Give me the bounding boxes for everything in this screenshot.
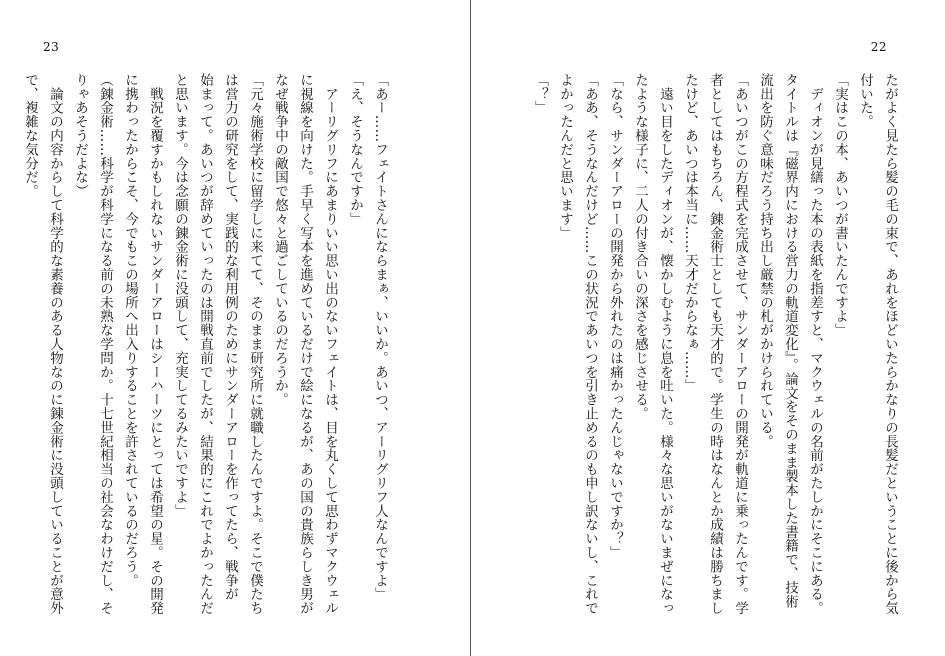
- text-line: 「元々施術学校に留学しに来てて、そのまま研究所に就職したんですよ。そこで僕たち: [247, 73, 263, 616]
- right-page-text: [532, 73, 902, 618]
- text-line: たけど、あいつは本当に……天才だからなぁ……」: [682, 73, 698, 393]
- text-line: 流出を防ぐ意味だろう持ち出し厳禁の札がかけられている。: [757, 73, 773, 449]
- text-line: アーリグリフにあまりいい思い出のないフェイトは、目を丸くして思わずマクウェル: [322, 73, 338, 616]
- text-line: なぜ戦争中の敵国で悠々と過ごしているのだろうか。: [272, 73, 288, 407]
- text-line: 「なら、サンダーアローの開発から外れたのは痛かったんじゃないですか？」: [607, 73, 623, 560]
- text-line: 遠い目をしたディオンが、懐かしむように息を吐いた。様々な思いがないまぜになっ: [657, 73, 673, 616]
- text-line: 者としてはもちろん、錬金術士としても天才的で。学生の時はなんとか成績は勝ちまし: [707, 73, 723, 616]
- text-line: 始まって。あいつが辞めていったのは開戦直前でしたが、結果的にこれでよかったんだ: [197, 73, 213, 616]
- right-page: [473, 0, 945, 656]
- text-line: に視線を向けた。手早く写本を進めているだけで絵になるが、あの国の貴族らしき男が: [297, 73, 313, 616]
- text-line: 論文の内容からして科学的な素養のある人物なのに錬金術に没頭していることが意外: [47, 73, 63, 616]
- text-line: 「あいつがこの方程式を完成させて、サンダーアローの開発が軌道に乗ったんです。学: [732, 73, 748, 616]
- text-line: たがよく見たら髪の毛の束で、あれをほどいたらかなりの長髪だということに後から気: [882, 73, 898, 616]
- text-line: （錬金術……科学が科学になる前の未熟な学問か。十七世紀相当の社会なわけだし、そ: [97, 73, 113, 616]
- text-line: 付いた。: [857, 73, 873, 129]
- text-line: たような様子に、二人の付き合いの深さを感じさせる。: [632, 73, 648, 421]
- text-line: ディオンが見繕った本の表紙を指差すと、マクウェルの名前がたしかにそこにある。: [807, 73, 823, 616]
- text-line: 戦況を覆すかもしれないサンダーアローはシーハーツにとっては希望の星。その開発: [147, 73, 163, 616]
- left-page: [0, 0, 470, 656]
- text-line: りゃあそうだよな）: [72, 73, 88, 199]
- page-number-right: 22: [870, 40, 887, 54]
- text-line: よかったんだと思います」: [557, 73, 573, 240]
- text-line: 「ああ、そうなんだけど……この状況であいつを引き止めるのも申し訳ないし、これで: [582, 73, 598, 616]
- text-line: 「あー……フェイトさんにならまぁ、いいか。あいつ、アーリグリフ人なんですよ」: [372, 73, 388, 602]
- text-line: は営力の研究をして、実践的な利用例のためにサンダーアローを作ってたら、戦争が: [222, 73, 238, 602]
- text-line: と思います。今は念願の錬金術に没頭して、充実してるみたいですよ」: [172, 73, 188, 518]
- text-line: で、複雑な気分だ。: [22, 73, 38, 199]
- text-line: に携わったからこそ、今でもこの場所へ出入りすることを許されているのだろう。: [122, 73, 138, 588]
- page-number-left: 23: [43, 40, 60, 54]
- left-page-text: [22, 73, 392, 618]
- text-line: 「え、そうなんですか」: [347, 73, 363, 226]
- text-line: 「？」: [532, 73, 548, 115]
- text-line: 「実はこの本、あいつが書いたんですよ」: [832, 73, 848, 338]
- page-gutter-divider: [470, 0, 471, 656]
- text-line: タイトルは『磁界内における営力の軌道変化』。論文をそのまま製本した書籍で、技術: [782, 73, 798, 609]
